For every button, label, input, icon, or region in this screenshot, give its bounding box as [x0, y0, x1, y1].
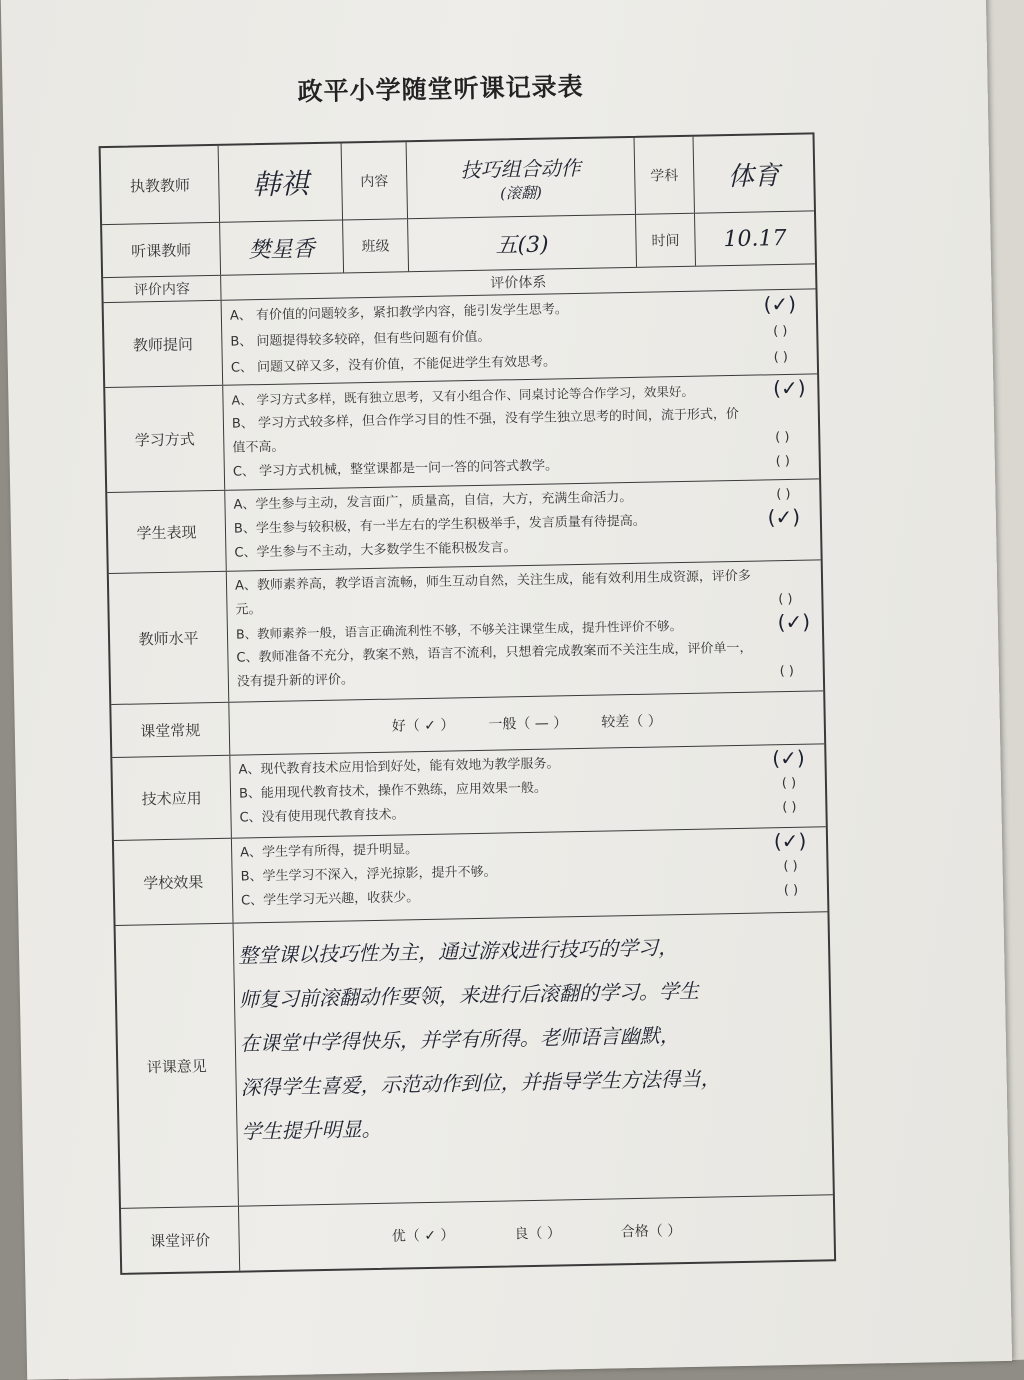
section-technology-use [112, 744, 825, 841]
routine-label: 课堂常规 [111, 703, 230, 757]
section-options [225, 479, 820, 570]
option-mark[interactable]: ( ) [783, 882, 799, 899]
section-teacher-level [109, 560, 823, 705]
content-value-line1: 技巧组合动作 [460, 155, 581, 183]
option-mark[interactable]: (✓) [767, 504, 801, 530]
content-value-cell [407, 138, 636, 218]
option-item [236, 635, 817, 694]
option-text: B、教师素养一般，语言正确流利性不够，不够关注课堂生成，提升性评价不够。 [235, 618, 683, 642]
option-text: A、 有价值的问题较多，紧扣教学内容，能引发学生思考。 [229, 302, 568, 324]
option-text: A、学生学有所得，提升明显。 [240, 842, 419, 861]
routine-good[interactable]: 好（ ✓ ） [391, 717, 455, 735]
rating-pass[interactable]: 合格（ ） [620, 1223, 682, 1241]
section-options [230, 744, 825, 837]
class-value: 五(3) [495, 232, 549, 259]
teacher-label: 执教教师 [101, 146, 220, 224]
option-mark[interactable]: ( ) [775, 429, 790, 446]
option-mark[interactable]: ( ) [783, 858, 798, 875]
class-value-cell [408, 215, 637, 271]
section-school-effect [114, 827, 828, 926]
section-options [223, 374, 819, 489]
option-mark[interactable]: (✓) [777, 609, 811, 635]
comment-line: 深得学生喜爱，示范动作到位，并指导学生方法得当， [240, 1066, 721, 1100]
rating-good[interactable]: 良（ ） [514, 1225, 562, 1243]
class-label: 班级 [343, 219, 409, 272]
section-label: 学校效果 [114, 839, 234, 925]
eval-system-heading: 评价体系 [490, 274, 547, 292]
listener-label: 听课教师 [102, 223, 221, 277]
section-label: 教师提问 [104, 301, 224, 387]
option-text: B、学生学习不深入，浮光掠影，提升不够。 [240, 864, 497, 885]
listener-value-cell [220, 220, 344, 274]
option-mark[interactable]: ( ) [782, 799, 797, 816]
option-mark[interactable] [754, 530, 814, 555]
listener-value: 樊星香 [248, 236, 315, 263]
rating-label: 课堂评价 [121, 1207, 240, 1273]
form-title: 政平小学随堂听课记录表 [297, 71, 584, 107]
option-mark[interactable]: (✓) [772, 375, 806, 401]
teacher-value: 韩祺 [252, 167, 309, 202]
option-text: A、教师素养高，教学语言流畅，师生互动自然，关注生成，能有效利用生成资源，评价多元。 [234, 568, 752, 618]
time-value-cell [695, 211, 815, 265]
section-comment [116, 912, 833, 1209]
comment-line: 师复习前滚翻动作要领，来进行后滚翻的学习。学生 [238, 978, 700, 1012]
option-mark[interactable]: (✓) [773, 828, 807, 854]
subject-value: 体育 [727, 160, 781, 192]
option-mark[interactable]: ( ) [773, 349, 789, 366]
option-text: C、教师准备不充分，教案不熟，语言不流利，只想着完成教案而不关注生成，评价单一，没有提升新的评价。 [236, 640, 753, 690]
section-learning-method [105, 374, 819, 493]
section-label: 教师水平 [109, 572, 229, 704]
comment-text[interactable] [234, 912, 833, 1205]
comment-line: 在课堂中学得快乐，并学有所得。老师语言幽默， [239, 1023, 680, 1056]
option-mark[interactable]: (✓) [772, 745, 805, 771]
option-mark[interactable]: ( ) [776, 486, 791, 503]
option-text: A、现代教育技术应用恰到好处，能有效地为教学服务。 [238, 756, 560, 778]
option-text: B、 问题提得较多较碎，但有些问题有价值。 [230, 329, 491, 350]
header-row-1 [101, 134, 814, 225]
section-teacher-questioning [104, 289, 818, 388]
option-text: B、 学习方式较多样，但合作学习目的性不强，没有学生独立思考的时间，流于形式，价值不高。 [231, 406, 740, 456]
content-label: 内容 [342, 142, 408, 219]
section-class-rating [121, 1195, 834, 1273]
subject-label: 学科 [635, 137, 695, 214]
option-text: B、能用现代教育技术，操作不熟练，应用效果一般。 [238, 780, 548, 802]
comment-line: 学生提升明显。 [241, 1116, 382, 1144]
routine-ok[interactable]: 一般（ — ） [488, 715, 568, 733]
option-mark[interactable]: ( ) [778, 591, 793, 608]
option-text: C、学生学习无兴趣，收获少。 [240, 890, 420, 909]
subject-value-cell [694, 134, 814, 212]
teacher-value-cell [219, 143, 343, 221]
option-text: C、没有使用现代教育技术。 [239, 807, 405, 826]
section-student-performance [107, 479, 820, 574]
time-label: 时间 [636, 214, 696, 267]
rating-excellent[interactable]: 优（ ✓ ） [391, 1227, 455, 1245]
option-text: A、学生参与主动，发言面广，质量高，自信，大方，充满生命活力。 [233, 489, 633, 513]
eval-content-heading: 评价内容 [103, 276, 221, 302]
option-text: C、 学习方式机械，整堂课都是一问一答的问答式教学。 [232, 458, 559, 480]
option-mark[interactable]: ( ) [775, 453, 791, 470]
option-mark[interactable]: ( ) [781, 775, 797, 792]
option-mark[interactable]: (✓) [763, 291, 797, 317]
option-mark[interactable]: ( ) [779, 663, 795, 680]
option-text: B、学生参与较积极，有一半左右的学生积极举手，发言质量有待提高。 [233, 513, 646, 537]
section-options [227, 560, 823, 701]
section-label: 学生表现 [107, 491, 227, 573]
routine-poor[interactable]: 较差（ ） [601, 713, 662, 731]
section-options [232, 827, 828, 922]
option-mark[interactable]: ( ) [772, 323, 788, 340]
option-text: A、 学习方式多样，既有独立思考，又有小组合作、同桌讨论等合作学习，效果好。 [231, 383, 695, 408]
content-value-line2: (滚翻) [500, 183, 543, 203]
time-value: 10.17 [723, 225, 787, 252]
section-label: 学习方式 [105, 386, 225, 492]
comment-label: 评课意见 [116, 924, 239, 1208]
section-label: 技术应用 [112, 756, 232, 840]
comment-line: 整堂课以技巧性为主，通过游戏进行技巧的学习， [237, 935, 679, 968]
option-text: C、 问题又碎又多，没有价值，不能促进学生有效思考。 [230, 354, 557, 376]
observation-form [99, 132, 837, 1275]
section-options [222, 289, 818, 384]
rating-options [239, 1195, 834, 1270]
option-text: C、学生参与不主动，大多数学生不能积极发言。 [234, 540, 517, 561]
